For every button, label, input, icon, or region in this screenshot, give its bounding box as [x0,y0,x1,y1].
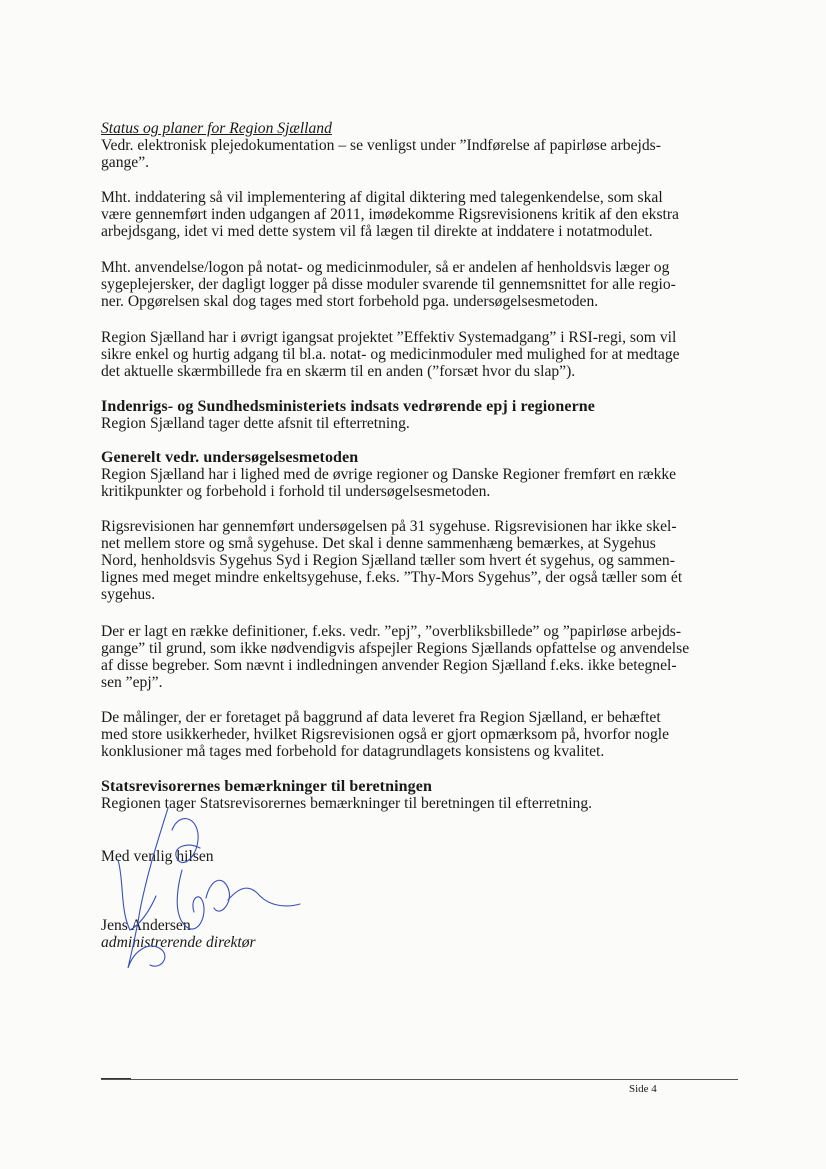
section-method [101,449,741,500]
paragraph-line: være gennemført inden udgangen af 2011, imødekomme Rigsrevisionens kritik af den ekstra [101,206,679,223]
paragraph [101,518,741,603]
page-number: Side 4 [629,1083,657,1095]
paragraph [101,259,741,310]
section-ministry [101,398,741,432]
paragraph [101,709,741,760]
paragraph-line: net mellem store og små sygehuse. Det skal i denne sammenhæng bemærkes, at Sygehus [101,535,656,552]
paragraph-line: Der er lagt en række definitioner, f.eks. vedr. ”epj”, ”overbliksbillede” og ”papirløse arbejds- [101,623,682,640]
section-heading: Statsrevisorernes bemærkninger til beretningen [101,778,432,795]
paragraph-line: det aktuelle skærmbillede fra en skærm til en anden (”forsæt hvor du slap”). [101,363,576,380]
section-title: Status og planer for Region Sjælland [101,120,332,137]
paragraph-line: kritikpunkter og forbehold i forhold til undersøgelsesmetoden. [101,483,491,500]
paragraph-line: Regionen tager Statsrevisorernes bemærkninger til beretningen til efterretning. [101,795,593,812]
paragraph [101,623,741,691]
section-heading: Generelt vedr. undersøgelsesmetoden [101,449,359,466]
paragraph [101,189,741,240]
paragraph-line: Rigsrevisionen har gennemført undersøgelsen på 31 sygehuse. Rigsrevisionen har ikke skel- [101,518,677,535]
section-status [101,120,741,171]
paragraph-line: Nord, henholdsvis Sygehus Syd i Region Sjælland tæller som hvert ét sygehus, og sammen- [101,552,675,569]
paragraph-line: De målinger, der er foretaget på baggrund af data leveret fra Region Sjælland, er behæftet [101,709,661,726]
paragraph-line: gange”. [101,154,150,171]
paragraph-line: sygeplejersker, der dagligt logger på disse moduler svarende til gennemsnittet for alle regio- [101,276,676,293]
signatory-name: Jens Andersen [101,917,191,934]
paragraph [101,329,741,380]
signatory-role: administrerende direktør [101,934,256,951]
paragraph-line: konklusioner må tages med forbehold for datagrundlagets konsistens og kvalitet. [101,743,605,760]
paragraph-line: sen ”epj”. [101,674,163,691]
paragraph-line: Region Sjælland har i lighed med de øvrige regioner og Danske Regioner fremført en række [101,466,677,483]
paragraph-line: af disse begreber. Som nævnt i indledningen anvender Region Sjælland f.eks. ikke betegnel- [101,657,677,674]
handwritten-signature [110,800,310,980]
paragraph-line: sygehus. [101,586,156,603]
paragraph-line: gange” til grund, som ikke nødvendigvis afspejler Regions Sjællands opfattelse og anvendelse [101,640,690,657]
paragraph-line: Mht. inddatering så vil implementering af digital diktering med talegenkendelse, som skal [101,189,663,206]
paragraph-line: ner. Opgørelsen skal dog tages med stort forbehold pga. undersøgelsesmetoden. [101,293,599,310]
paragraph-line: sikre enkel og hurtig adgang til bl.a. notat- og medicinmoduler med mulighed for at medtage [101,346,680,363]
paragraph-line: Mht. anvendelse/logon på notat- og medicinmoduler, så er andelen af henholdsvis læger og [101,259,670,276]
paragraph-line: Region Sjælland har i øvrigt igangsat projektet ”Effektiv Systemadgang” i RSI-regi, som vil [101,329,677,346]
closing-greeting: Med venlig hilsen [101,848,214,865]
paragraph-line: lignes med meget mindre enkeltsygehuse, f.eks. ”Thy-Mors Sygehus”, der også tæller som ét [101,569,683,586]
paragraph-line: Vedr. elektronisk plejedokumentation – se venligst under ”Indførelse af papirløse arbejds- [101,137,661,154]
footer-rule [101,1079,738,1080]
paragraph-line: med store usikkerheder, hvilket Rigsrevisionen også er gjort opmærksom på, hvorfor nogle [101,726,669,743]
section-heading: Indenrigs- og Sundhedsministeriets indsats vedrørende epj i regionerne [101,398,595,415]
paragraph-line: arbejdsgang, idet vi med dette system vil få lægen til direkte at inddatere i notatmodulet. [101,223,653,240]
paragraph-line: Region Sjælland tager dette afsnit til efterretning. [101,415,410,432]
